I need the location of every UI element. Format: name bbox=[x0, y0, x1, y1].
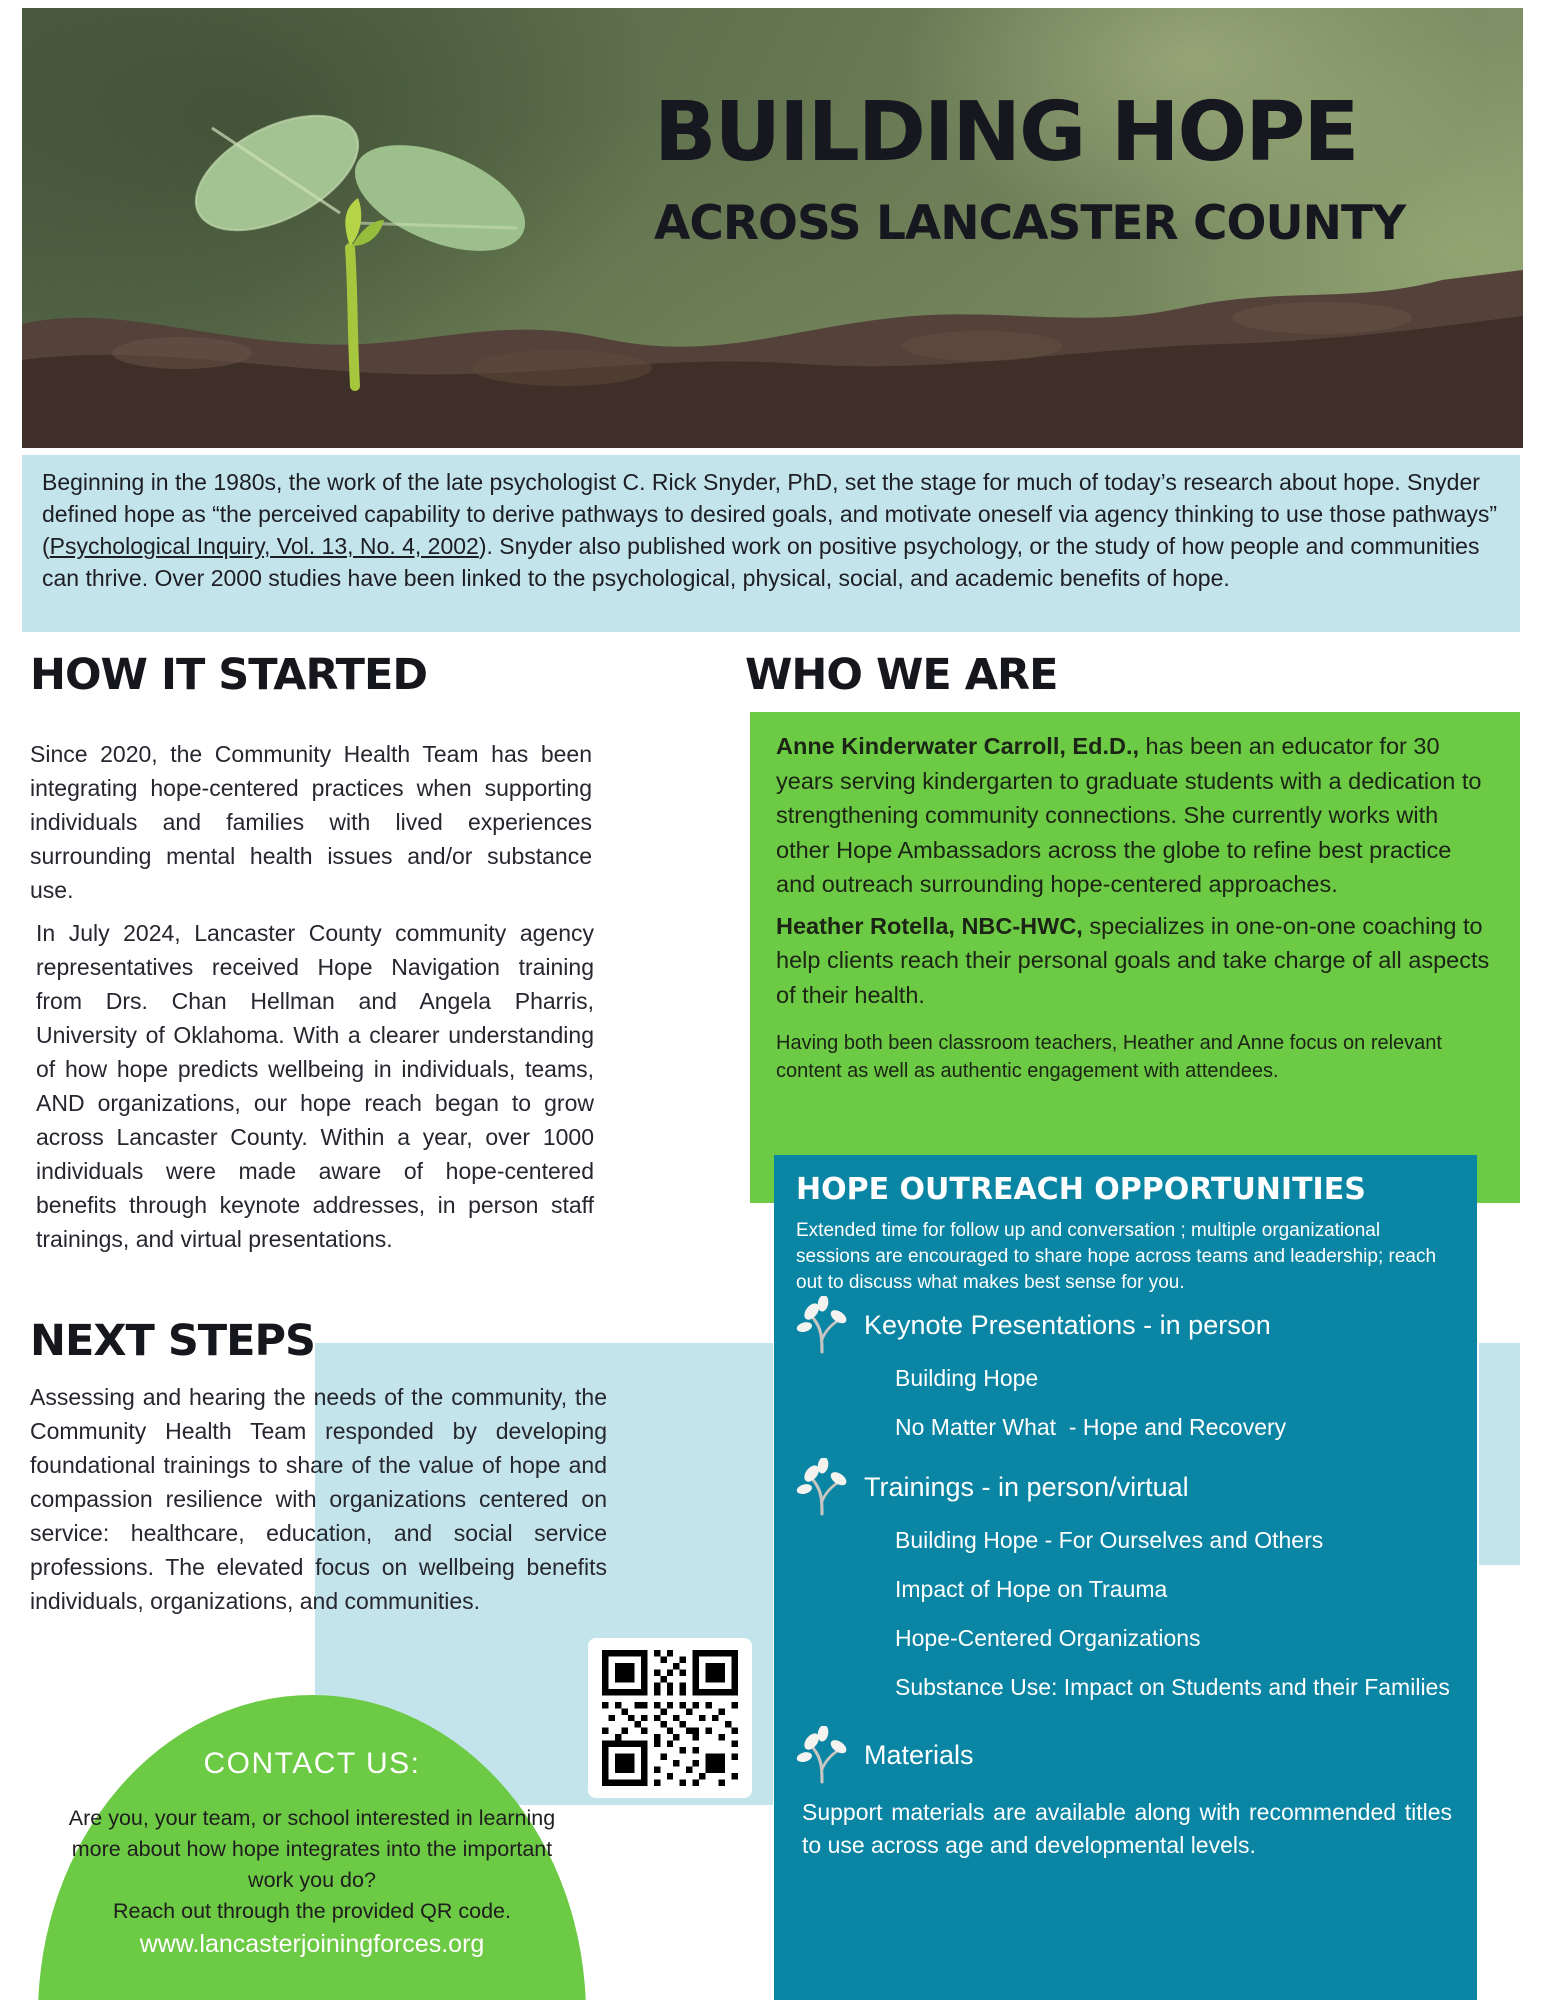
page-title: BUILDING HOPE bbox=[654, 85, 1358, 180]
section-heading-who-we-are: WHO WE ARE bbox=[745, 650, 1058, 700]
accent-rect-right bbox=[1479, 1343, 1520, 1565]
seedling-icon bbox=[796, 1296, 848, 1354]
section-heading-how-it-started: HOW IT STARTED bbox=[30, 650, 428, 700]
who-we-are-panel bbox=[750, 712, 1520, 1203]
contact-text: Are you, your team, or school interested in learning more about how hope integrates into the important work you do? bbox=[68, 1806, 556, 1892]
bio-text-heather: specializes in one-on-one coaching to help clients reach their personal goals and take charge of all aspects of their health. bbox=[776, 912, 1490, 1008]
bio-paragraph-heather bbox=[776, 909, 1494, 1013]
outreach-item: Building Hope bbox=[895, 1365, 1039, 1391]
hero-image bbox=[22, 8, 1523, 448]
outreach-item: Hope-Centered Organizations bbox=[895, 1625, 1201, 1651]
materials-paragraph: Support materials are available along with recommended titles to use across age and developmental levels. bbox=[802, 1799, 1452, 1858]
outreach-heading: HOPE OUTREACH OPPORTUNITIES bbox=[796, 1172, 1366, 1207]
intro-box bbox=[22, 455, 1520, 632]
bio-paragraph-anne bbox=[776, 729, 1494, 902]
outreach-group-materials bbox=[796, 1726, 1455, 1862]
outreach-item: Impact of Hope on Trauma bbox=[895, 1576, 1168, 1602]
outreach-group-title: Materials bbox=[864, 1740, 974, 1770]
intro-text-before: Beginning in the 1980s, the work of the late psychologist C. Rick Snyder, PhD, set the stage for much of today’s research about hope. Snyder defined hope as “the perceived capability to derive pathways to desired goals, and motivate oneself via agency thinking to use those pathways” ( bbox=[42, 469, 1497, 559]
bio-name-anne: Anne Kinderwater Carroll, Ed.D., bbox=[776, 733, 1140, 759]
citation-link[interactable]: Psychological Inquiry, Vol. 13, No. 4, 2002 bbox=[49, 533, 479, 559]
how-it-started-paragraph-1: Since 2020, the Community Health Team has been integrating hope-centered practices when supporting individuals and families with lived experiences surrounding mental health issues and/or substance use. bbox=[30, 741, 592, 903]
seedling-icon bbox=[796, 1726, 848, 1784]
seedling-icon bbox=[796, 1458, 848, 1516]
outreach-item: Building Hope - For Ourselves and Others bbox=[895, 1527, 1324, 1553]
contact-heading: CONTACT US: bbox=[203, 1747, 421, 1780]
intro-text-after: ). Snyder also published work on positive psychology, or the study of how people and communities can thrive. Over 2000 studies have been linked to the psychological, physical, social, and academic benefits of hope. bbox=[42, 533, 1480, 591]
outreach-item: Substance Use: Impact on Students and their Families bbox=[895, 1674, 1450, 1700]
outreach-panel bbox=[774, 1155, 1477, 2000]
outreach-item: No Matter What - Hope and Recovery bbox=[895, 1414, 1287, 1440]
outreach-group-trainings bbox=[796, 1458, 1455, 1704]
bio-note: Having both been classroom teachers, Heather and Anne focus on relevant content as well as authentic engagement with attendees. bbox=[776, 1032, 1442, 1082]
outreach-group-title: Keynote Presentations - in person bbox=[864, 1310, 1271, 1340]
website-link[interactable]: www.lancasterjoiningforces.org bbox=[139, 1930, 485, 1958]
outreach-subtext: Extended time for follow up and conversation ; multiple organizational sessions are encouraged to share hope across teams and leadership; reach out to discuss what makes best sense for you. bbox=[796, 1220, 1437, 1293]
next-steps-paragraph: Assessing and hearing the needs of the community, the Community Health Team responded by developing foundational trainings to share of the value of hope and compassion resilience with organizations centered on service: healthcare, education, and social service professions. The elevated focus on wellbeing benefits individuals, organizations, and communities. bbox=[30, 1384, 607, 1614]
outreach-group-title: Trainings - in person/virtual bbox=[864, 1472, 1189, 1502]
outreach-group-keynotes bbox=[796, 1296, 1455, 1444]
page-subtitle: ACROSS LANCASTER COUNTY bbox=[654, 196, 1406, 251]
bio-text-anne: has been an educator for 30 years serving kindergarten to graduate students with a dedication to strengthening community connections. She currently works with other Hope Ambassadors across the globe to refine best practice and outreach surrounding hope-centered approaches. bbox=[776, 733, 1482, 897]
hero-title-block bbox=[654, 85, 1406, 251]
contact-cta: Reach out through the provided QR code. bbox=[112, 1899, 511, 1923]
how-it-started-paragraph-2: In July 2024, Lancaster County community agency representatives received Hope Navigation training from Drs. Chan Hellman and Angela Pharris, University of Oklahoma. With a clearer understanding of how hope predicts wellbeing in individuals, teams, AND organizations, our hope reach began to grow across Lancaster County. Within a year, over 1000 individuals were made aware of hope-centered benefits through keynote addresses, in person staff trainings, and virtual presentations. bbox=[36, 920, 594, 1252]
qr-code bbox=[588, 1638, 752, 1798]
section-heading-next-steps: NEXT STEPS bbox=[30, 1316, 315, 1366]
bio-name-heather: Heather Rotella, NBC-HWC, bbox=[776, 912, 1083, 939]
